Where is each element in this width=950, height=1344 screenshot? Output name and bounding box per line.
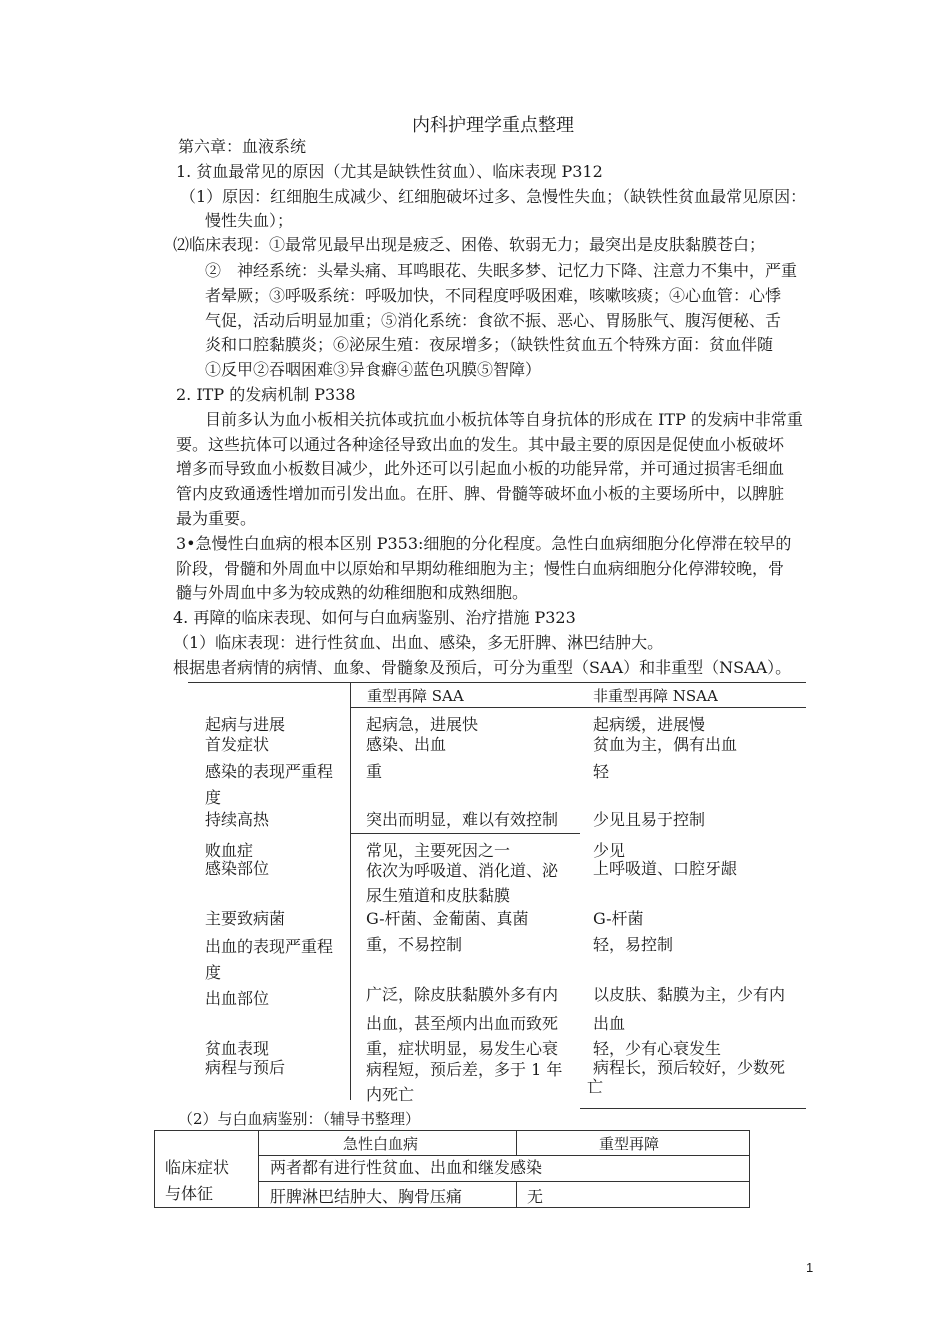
s1-clinical-line: 者晕厥；③呼吸系统：呼吸加快，不同程度呼吸困难，咳嗽咳痰；④心血管：心悸 (205, 286, 782, 305)
s4-differential-heading: （2）与白血病鉴别：（辅导书整理） (178, 1110, 421, 1128)
s2-paragraph-line: 最为重要。 (176, 509, 257, 528)
saa-cell: 重，不易控制 (366, 935, 463, 954)
nsaa-cell: 以皮肤、黏膜为主，少有内 (593, 985, 786, 1004)
section-1-heading: 1. 贫血最常见的原因（尤其是缺铁性贫血）、临床表现 P312 (176, 162, 603, 181)
s3-paragraph-line: 髓与外周血中多为较成熟的幼稚细胞和成熟细胞。 (176, 583, 529, 602)
row-label: 度 (205, 788, 222, 807)
column-header-acute-leukemia: 急性白血病 (343, 1135, 419, 1153)
saa-cell: 突出而明显，难以有效控制 (366, 810, 559, 829)
s4-clinical-line: （1）临床表现：进行性贫血、出血、感染，多无肝脾、淋巴结肿大。 (173, 633, 664, 652)
saa-cell: 感染、出血 (366, 735, 447, 754)
nsaa-cell: G-杆菌 (593, 909, 644, 928)
s1-clinical-line: 气促，活动后明显加重；⑤消化系统：食欲不振、恶心、胃肠胀气、腹泻便秘、舌 (205, 311, 782, 330)
row-label: 度 (205, 963, 222, 982)
section-2-heading: 2. ITP 的发病机制 P338 (176, 385, 356, 404)
row-label: 败血症 (205, 841, 254, 860)
saa-cell: 内死亡 (366, 1085, 415, 1104)
table-rule (154, 1130, 155, 1208)
saa-cell: 病程短，预后差，多于 1 年 (366, 1060, 563, 1079)
s1-cause-line: 慢性失血）； (205, 211, 294, 230)
saa-cell: 广泛，除皮肤黏膜外多有内 (366, 985, 559, 1004)
chapter-heading: 第六章：血液系统 (178, 137, 307, 156)
table-rule (516, 1181, 517, 1207)
table-rule (350, 833, 580, 834)
saa-cell: 尿生殖道和皮肤黏膜 (366, 886, 511, 905)
page-number: 1 (806, 1260, 814, 1275)
s2-paragraph-line: 增多而导致血小板数目减少，此外还可以引起血小板的功能异常，并可通过损害毛细血 (176, 459, 785, 478)
row-label: 起病与进展 (205, 715, 286, 734)
nsaa-cell: 出血 (593, 1014, 626, 1033)
s3-paragraph-line: 3•急慢性白血病的根本区别 P353:细胞的分化程度。急性白血病细胞分化停滞在较早的 (176, 534, 792, 553)
row-label: 临床症状 (165, 1158, 230, 1177)
s1-clinical-line: 炎和口腔黏膜炎；⑥泌尿生殖：夜尿增多；（缺铁性贫血五个特殊方面：贫血伴随 (205, 335, 774, 354)
row-label: 出血的表现严重程 (205, 937, 334, 956)
nsaa-cell: 贫血为主，偶有出血 (593, 735, 738, 754)
saa-cell: 起病急，进展快 (366, 715, 479, 734)
s1-clinical-line: ⑵临床表现：①最常见最早出现是疲乏、困倦、软弱无力；最突出是皮肤黏膜苍白； (173, 235, 766, 254)
nsaa-cell: 起病缓，进展慢 (593, 715, 706, 734)
saa-cell: 出血，甚至颅内出血而致死 (366, 1014, 559, 1033)
saa-cell: 重 (366, 762, 383, 781)
s2-paragraph-line: 管内皮致通透性增加而引发出血。在肝、脾、骨髓等破坏血小板的主要场所中，以脾脏 (176, 484, 785, 503)
nsaa-cell: 少见且易于控制 (593, 810, 706, 829)
table-rule (350, 682, 351, 1100)
s1-clinical-line: ①反甲②吞咽困难③异食癖④蓝色巩膜⑤智障） (205, 360, 542, 379)
nsaa-cell: 轻，易控制 (593, 935, 674, 954)
page-title: 内科护理学重点整理 (412, 115, 574, 136)
nsaa-cell: 亡 (587, 1077, 604, 1096)
common-features-cell: 两者都有进行性贫血、出血和继发感染 (270, 1158, 543, 1177)
saa-cell: 无 (527, 1187, 544, 1206)
saa-cell: G-杆菌、金葡菌、真菌 (366, 909, 529, 928)
table-rule (154, 1130, 750, 1131)
column-header-nsaa: 非重型再障 NSAA (593, 687, 718, 705)
nsaa-cell: 病程长，预后较好，少数死 (593, 1058, 786, 1077)
nsaa-cell: 上呼吸道、口腔牙龈 (593, 859, 738, 878)
row-label: 贫血表现 (205, 1039, 270, 1058)
table-rule (258, 1130, 259, 1208)
table-rule (580, 1108, 806, 1109)
saa-cell: 常见，主要死因之一 (366, 841, 511, 860)
saa-cell: 依次为呼吸道、消化道、泌 (366, 861, 559, 880)
row-label: 首发症状 (205, 735, 270, 754)
column-header-saa: 重型再障 SAA (367, 687, 464, 705)
nsaa-cell: 轻，少有心衰发生 (593, 1039, 722, 1058)
column-header-saa: 重型再障 (599, 1135, 660, 1153)
table-rule (516, 1130, 517, 1156)
s4-classify-line: 根据患者病情的病情、血象、骨髓象及预后，可分为重型（SAA）和非重型（NSAA）。 (173, 658, 792, 677)
acute-leukemia-cell: 肝脾淋巴结肿大、胸骨压痛 (270, 1187, 463, 1206)
row-label: 感染部位 (205, 859, 270, 878)
table-rule (350, 707, 806, 708)
table-rule (749, 1130, 750, 1208)
row-label: 病程与预后 (205, 1058, 286, 1077)
row-label: 持续高热 (205, 810, 270, 829)
row-label: 出血部位 (205, 989, 270, 1008)
saa-cell: 重，症状明显，易发生心衰 (366, 1039, 559, 1058)
table-rule (188, 682, 806, 683)
nsaa-cell: 少见 (593, 841, 626, 860)
s2-paragraph-line: 要。这些抗体可以通过各种途径导致出血的发生。其中最主要的原因是促使血小板破坏 (176, 435, 785, 454)
s1-clinical-line: ② 神经系统：头晕头痛、耳鸣眼花、失眠多梦、记忆力下降、注意力不集中，严重 (205, 261, 798, 280)
row-label: 与体征 (165, 1184, 214, 1203)
s3-paragraph-line: 阶段，骨髓和外周血中以原始和早期幼稚细胞为主；慢性白血病细胞分化停滞较晚，骨 (176, 559, 785, 578)
row-label: 主要致病菌 (205, 909, 286, 928)
table-rule (258, 1155, 750, 1156)
section-4-heading: 4. 再障的临床表现、如何与白血病鉴别、治疗措施 P323 (173, 608, 576, 627)
s2-paragraph-line: 目前多认为血小板相关抗体或抗血小板抗体等自身抗体的形成在 ITP 的发病中非常重 (205, 410, 803, 429)
s1-cause-line: （1）原因：红细胞生成减少、红细胞破坏过多、急慢性失血；（缺铁性贫血最常见原因： (180, 187, 807, 206)
row-label: 感染的表现严重程 (205, 762, 334, 781)
table-rule (258, 1181, 750, 1182)
table-rule (154, 1207, 750, 1208)
nsaa-cell: 轻 (593, 762, 610, 781)
